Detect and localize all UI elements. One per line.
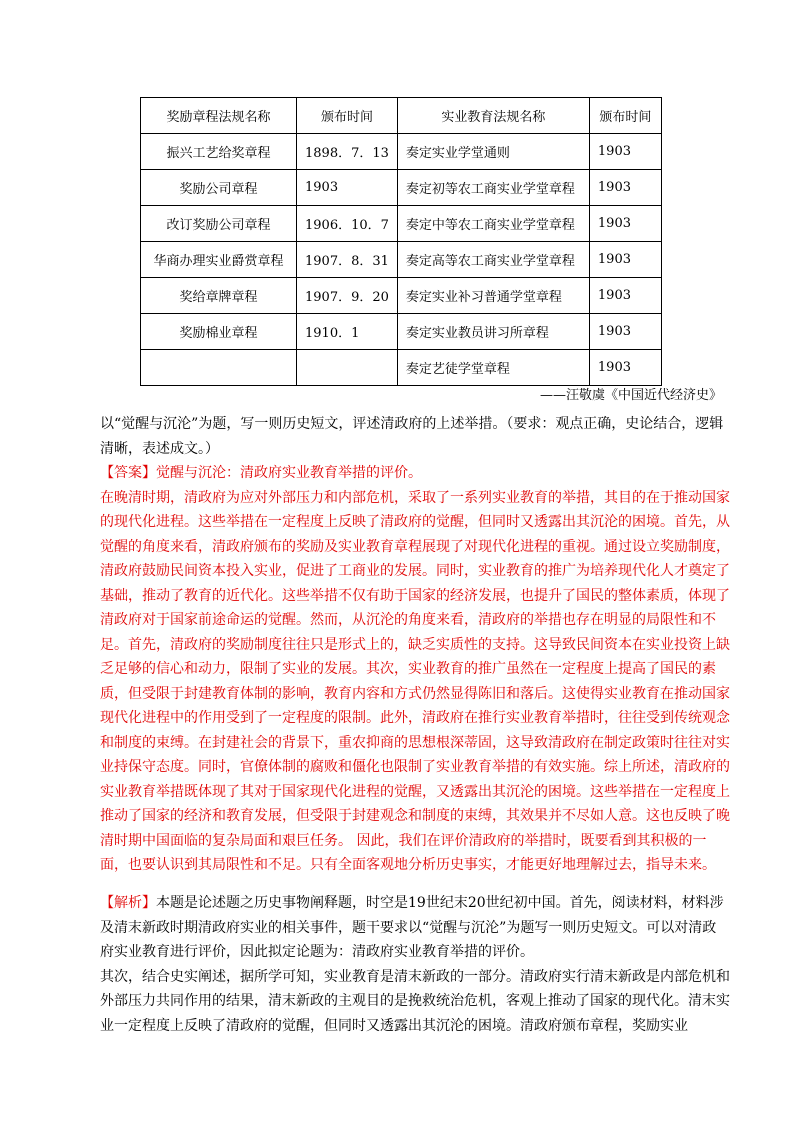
table-cell: 奏定实业教员讲习所章程 [397,314,589,350]
table-cell: 1903 [589,314,661,350]
table-cell: 奏定艺徒学堂章程 [397,350,589,386]
table-row [141,170,662,206]
table-cell: 华商办理实业爵赏章程 [141,242,297,278]
laws-table [140,97,662,386]
table-cell: 1907．8．31 [297,242,398,278]
table-cell: 1903 [589,170,661,206]
analysis-text-1: 本题是论述题之历史事物阐释题，时空是19世纪末20世纪初中国。首先，阅读材料，材料涉及清末新政时期清政府实业的相关事件，题干要求以“觉醒与沉沦”为题写一则历史短文。可以对清政府实业教育进行评价，因此拟定论题为：清政府实业教育举措的评价。 [100,895,724,960]
table-cell: 奖励公司章程 [141,170,297,206]
table-row [141,278,662,314]
table-cell: 奖励棉业章程 [141,314,297,350]
table-row [141,314,662,350]
table-row [141,350,662,386]
analysis-label: 【解析】 [100,895,156,911]
analysis-block [100,891,730,1038]
table-cell: 奏定实业学堂通则 [397,134,589,170]
answer-block [100,461,730,878]
header-cell: 颁布时间 [589,98,661,134]
table-cell: 振兴工艺给奖章程 [141,134,297,170]
answer-label: 【答案】 [100,465,156,481]
table-cell: 奏定高等农工商实业学堂章程 [397,242,589,278]
analysis-paragraph-1 [100,891,730,965]
table-cell: 1903 [589,134,661,170]
table-source: ——汪敬虞《中国近代经济史》 [539,388,722,403]
table-cell: 奏定中等农工商实业学堂章程 [397,206,589,242]
question-text: 以“觉醒与沉沦”为题，写一则历史短文，评述清政府的上述举措。（要求：观点正确，史论结合，逻辑清晰，表述成文。） [100,416,724,457]
header-cell: 奖励章程法规名称 [141,98,297,134]
header-cell: 颁布时间 [297,98,398,134]
table-cell: 1907．9．20 [297,278,398,314]
table-header-row [141,98,662,134]
table-cell [141,350,297,386]
analysis-paragraph-2: 其次，结合史实阐述，据所学可知，实业教育是清末新政的一部分。清政府实行清末新政是内部危机和外部压力共同作用的结果，清末新政的主观目的是挽救统治危机，客观上推动了国家的现代化。清末实业一定程度上反映了清政府的觉醒，但同时又透露出其沉沦的困境。清政府颁布章程，奖励实业 [100,968,730,1034]
table-cell: 1903 [589,350,661,386]
table-cell: 奖给章牌章程 [141,278,297,314]
table-cell: 1898．7．13 [297,134,398,170]
table-row [141,134,662,170]
table-cell: 1903 [297,170,398,206]
table-cell: 1903 [589,206,661,242]
table-cell: 1903 [589,278,661,314]
answer-title: 觉醒与沉沦：清政府实业教育举措的评价。 [156,465,422,481]
table-cell: 1910．1 [297,314,398,350]
table-cell: 1903 [589,242,661,278]
table-cell: 改订奖励公司章程 [141,206,297,242]
answer-title-line [100,461,730,486]
answer-body: 在晚清时期，清政府为应对外部压力和内部危机，采取了一系列实业教育的举措，其目的在于推动国家的现代化进程。这些举措在一定程度上反映了清政府的觉醒，但同时又透露出其沉沦的困境。首先，从觉醒的角度来看，清政府颁布的奖励及实业教育章程展现了对现代化进程的重视。通过设立奖励制度，清政府鼓励民间资本投入实业，促进了工商业的发展。同时，实业教育的推广为培养现代化人才奠定了基础，推动了教育的近代化。这些举措不仅有助于国家的经济发展，也提升了国民的整体素质，体现了清政府对于国家前途命运的觉醒。然而，从沉沦的角度来看，清政府的举措也存在明显的局限性和不足。首先，清政府的奖励制度往往只是形式上的，缺乏实质性的支持。这导致民间资本在实业投资上缺乏足够的信心和动力，限制了实业的发展。其次，实业教育的推广虽然在一定程度上提高了国民的素质，但受限于封建教育体制的影响，教育内容和方式仍然显得陈旧和落后。这使得实业教育在推动国家现代化进程中的作用受到了一定程度的限制。此外，清政府在推行实业教育举措时，往往受到传统观念和制度的束缚。在封建社会的背景下，重农抑商的思想根深蒂固，这导致清政府在制定政策时往往对实业持保守态度。同时，官僚体制的腐败和僵化也限制了实业教育举措的有效实施。综上所述，清政府的实业教育举措既体现了其对于国家现代化进程的觉醒，又透露出其沉沦的困境。这些举措在一定程度上推动了国家的经济和教育发展，但受限于封建观念和制度的束缚，其效果并不尽如人意。这也反映了晚清时期中国面临的复杂局面和艰巨任务。 因此，我们在评价清政府的举措时，既要看到其积极的一面，也要认识到其局限性和不足。只有全面客观地分析历史事实，才能更好地理解过去，指导未来。 [100,489,730,873]
table-row [141,206,662,242]
table-cell: 奏定初等农工商实业学堂章程 [397,170,589,206]
header-cell: 实业教育法规名称 [397,98,589,134]
table-row [141,242,662,278]
table-cell: 奏定实业补习普通学堂章程 [397,278,589,314]
table-cell [297,350,398,386]
table-cell: 1906．10．7 [297,206,398,242]
